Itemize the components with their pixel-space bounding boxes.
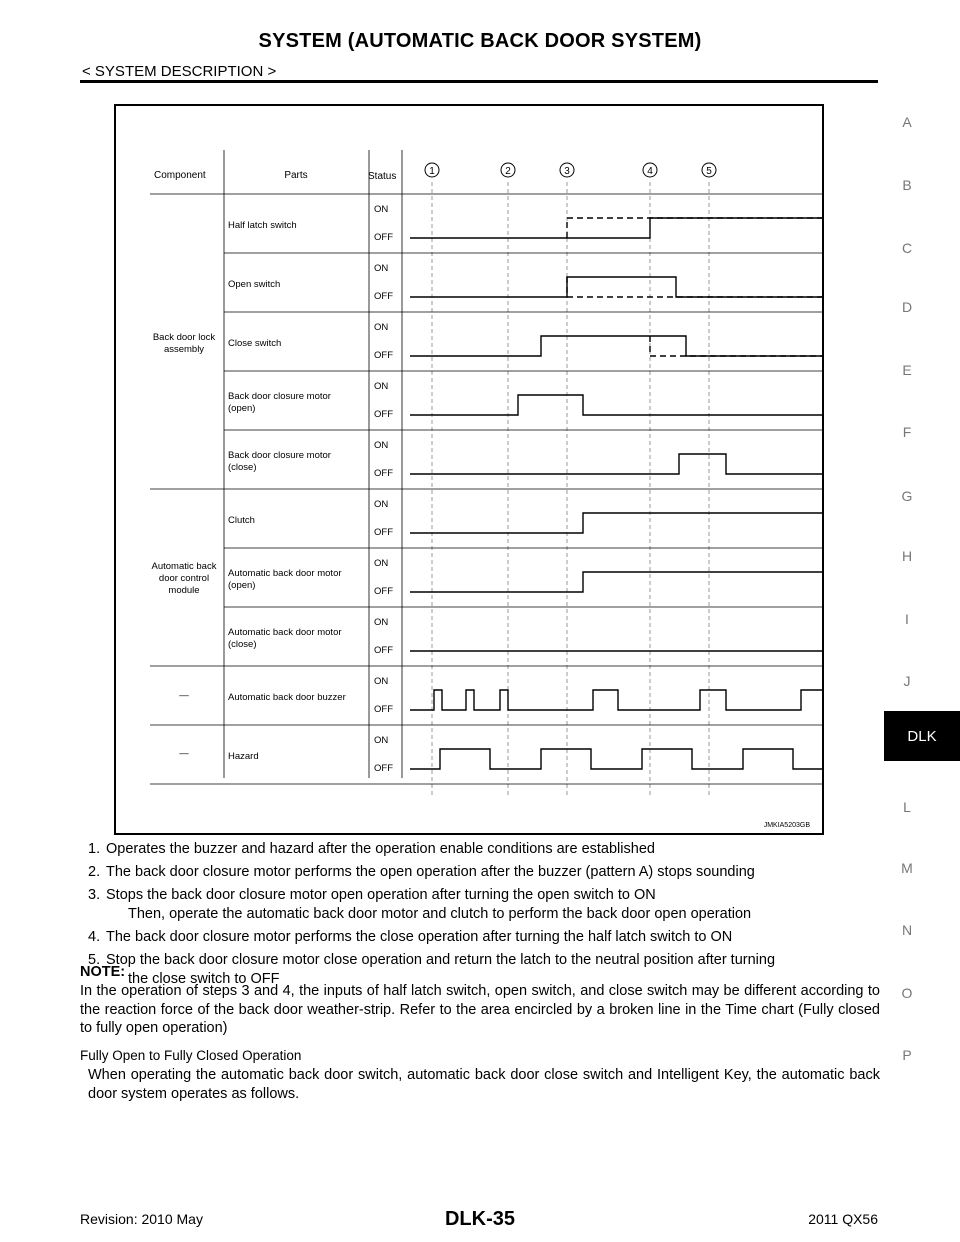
status-on-label: ON — [374, 558, 389, 569]
step-label: 5 — [706, 166, 712, 177]
status-off-label: OFF — [374, 291, 393, 302]
signal-trace — [410, 572, 822, 592]
signal-trace — [410, 277, 822, 297]
part-label: Automatic back door motor — [228, 627, 342, 638]
status-on-label: ON — [374, 322, 389, 333]
signal-trace-alternate — [567, 218, 822, 238]
list-item — [88, 928, 880, 947]
status-off-label: OFF — [374, 763, 393, 774]
col-header-component: Component — [154, 170, 206, 181]
step-number: 2. — [88, 864, 101, 880]
part-label: Automatic back door buzzer — [228, 692, 346, 703]
status-off-label: OFF — [374, 704, 393, 715]
signal-trace — [410, 690, 822, 710]
group-label: module — [168, 585, 200, 596]
part-label: (open) — [228, 403, 256, 414]
status-on-label: ON — [374, 617, 389, 628]
group-label: assembly — [163, 344, 205, 355]
status-off-label: OFF — [374, 409, 393, 420]
step-label: 3 — [564, 166, 570, 177]
step-list — [88, 840, 880, 993]
status-on-label: ON — [374, 204, 389, 215]
side-index-letter-f[interactable]: F — [902, 424, 912, 440]
signal-trace — [410, 513, 822, 533]
group-label: — — [179, 690, 189, 701]
status-on-label: ON — [374, 263, 389, 274]
side-index-letter-b[interactable]: B — [902, 177, 912, 193]
group-label: door control — [158, 573, 210, 584]
side-index-letter-i[interactable]: I — [905, 611, 909, 627]
list-item — [88, 863, 880, 882]
group-label: Automatic back — [151, 561, 217, 572]
step-text: Stops the back door closure motor open operation after turning the open switch to ON — [106, 887, 656, 903]
step-text-continued: Then, operate the automatic back door motor and clutch to perform the back door open operation — [128, 906, 752, 922]
status-off-label: OFF — [374, 586, 393, 597]
status-off-label: OFF — [374, 468, 393, 479]
side-index-letter-g[interactable]: G — [901, 488, 913, 504]
signal-trace-alternate — [650, 336, 822, 356]
step-text: Operates the buzzer and hazard after the operation enable conditions are established — [106, 841, 655, 857]
list-item — [88, 840, 880, 859]
part-label: Half latch switch — [228, 220, 297, 231]
step-number: 4. — [88, 929, 101, 945]
side-index-letter-p[interactable]: P — [902, 1047, 912, 1063]
status-on-label: ON — [374, 676, 389, 687]
revision-label: Revision: 2010 May — [80, 1211, 203, 1227]
part-label: (open) — [228, 580, 256, 591]
side-index-letter-n[interactable]: N — [901, 922, 913, 938]
part-label: Back door closure motor — [228, 450, 331, 461]
signal-trace — [410, 454, 822, 474]
col-header-status: Status — [368, 171, 397, 182]
header-rule — [80, 80, 878, 83]
step-text: Stop the back door closure motor close operation and return the latch to the neutral position after turning — [106, 952, 776, 968]
step-label: 4 — [647, 166, 653, 177]
section-tab-dlk[interactable]: DLK — [884, 711, 960, 761]
step-text: The back door closure motor performs the open operation after the buzzer (pattern A) stops sounding — [106, 864, 755, 880]
status-on-label: ON — [374, 381, 389, 392]
part-label: (close) — [228, 462, 257, 473]
status-off-label: OFF — [374, 350, 393, 361]
signal-trace-alternate — [567, 277, 822, 297]
step-text: The back door closure motor performs the close operation after turning the half latch switch to ON — [106, 929, 733, 945]
col-header-parts: Parts — [284, 170, 308, 181]
part-label: Hazard — [228, 751, 259, 762]
section-text: When operating the automatic back door switch, automatic back door close switch and Intelligent Key, the automatic back door system operates as follows. — [88, 1067, 880, 1102]
note-text: In the operation of steps 3 and 4, the inputs of half latch switch, open switch, and close switch may be different according to the reaction force of the back door weather-strip. Refer to the area encircled by a broken line in the Time chart (Fully closed to fully open operation) — [80, 983, 880, 1036]
status-on-label: ON — [374, 440, 389, 451]
part-label: (close) — [228, 639, 257, 650]
signal-trace — [410, 218, 822, 238]
step-number: 5. — [88, 952, 101, 968]
figure-id: JMKIA5203GB — [763, 822, 810, 829]
time-chart — [116, 106, 822, 833]
group-label: — — [179, 748, 189, 759]
side-index-letter-j[interactable]: J — [903, 673, 911, 689]
step-number: 3. — [88, 887, 101, 903]
part-label: Close switch — [228, 338, 282, 349]
part-label: Open switch — [228, 279, 281, 290]
step-number: 1. — [88, 841, 101, 857]
part-label: Automatic back door motor — [228, 568, 342, 579]
model-label: 2011 QX56 — [808, 1211, 878, 1227]
side-index-letter-l[interactable]: L — [903, 799, 911, 815]
side-index-letter-h[interactable]: H — [901, 548, 913, 564]
status-off-label: OFF — [374, 527, 393, 538]
section-heading: Fully Open to Fully Closed Operation — [80, 1048, 302, 1063]
step-label: 1 — [429, 166, 435, 177]
page-title: SYSTEM (AUTOMATIC BACK DOOR SYSTEM) — [258, 30, 702, 52]
status-off-label: OFF — [374, 645, 393, 656]
part-label: Back door closure motor — [228, 391, 331, 402]
time-chart-figure — [114, 104, 824, 835]
status-off-label: OFF — [374, 232, 393, 243]
side-index-letter-m[interactable]: M — [901, 860, 913, 876]
side-index-letter-o[interactable]: O — [901, 985, 913, 1001]
side-index-letter-e[interactable]: E — [902, 362, 912, 378]
side-index-letter-d[interactable]: D — [901, 299, 913, 315]
status-on-label: ON — [374, 735, 389, 746]
signal-trace — [410, 336, 822, 356]
signal-trace — [410, 395, 822, 415]
breadcrumb: < SYSTEM DESCRIPTION > — [82, 63, 277, 80]
part-label: Clutch — [228, 515, 255, 526]
list-item — [88, 886, 880, 924]
status-on-label: ON — [374, 499, 389, 510]
side-index-letter-c[interactable]: C — [901, 240, 913, 256]
group-label: Back door lock — [152, 332, 216, 343]
step-text-continued: the close switch to OFF — [128, 971, 280, 987]
step-label: 2 — [505, 166, 511, 177]
page-number: DLK-35 — [444, 1208, 515, 1230]
side-index-letter-a[interactable]: A — [902, 114, 912, 130]
note-heading: NOTE: — [80, 964, 126, 980]
signal-trace — [410, 749, 822, 769]
